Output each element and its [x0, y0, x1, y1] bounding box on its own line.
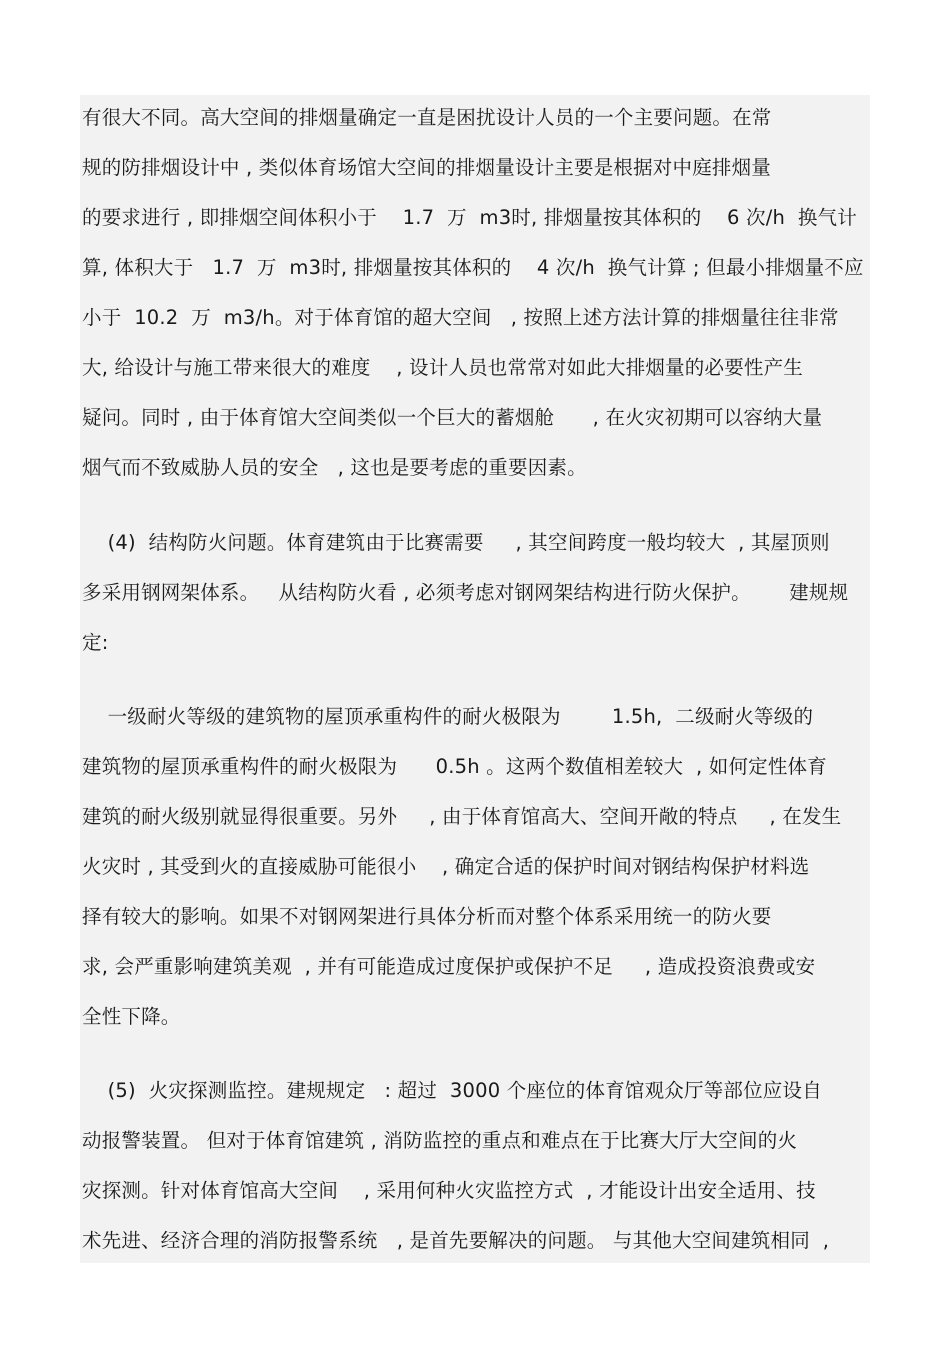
text-line: 求, 会严重影响建筑美观 , 并有可能造成过度保护或保护不足 , 造成投资浪费或安 — [82, 955, 816, 978]
text-line: (5) 火灾探测监控。建规规定 : 超过 3000 个座位的体育馆观众厅等部位应设自 — [82, 1079, 822, 1102]
text-line: 小于 10.2 万 m3/h。对于体育馆的超大空间 , 按照上述方法计算的排烟量往往非常 — [82, 306, 839, 329]
text-line: 有很大不同。高大空间的排烟量确定一直是困扰设计人员的一个主要问题。在常 — [82, 106, 772, 129]
text-line: 火灾时 , 其受到火的直接威胁可能很小 , 确定合适的保护时间对钢结构保护材料选 — [82, 855, 810, 878]
text-line: 疑问。同时 , 由于体育馆大空间类似一个巨大的蓄烟舱 , 在火灾初期可以容纳大量 — [82, 406, 823, 429]
text-line: 算, 体积大于 1.7 万 m3时, 排烟量按其体积的 4 次/h 换气计算 ; 但最小排烟量不应 — [82, 256, 864, 279]
text-line: 灾探测。针对体育馆高大空间 , 采用何种火灾监控方式 , 才能设计出安全适用、技 — [82, 1179, 816, 1202]
text-line: 术先进、经济合理的消防报警系统 , 是首先要解决的问题。 与其他大空间建筑相同 , — [82, 1229, 830, 1252]
text-line: 大, 给设计与施工带来很大的难度 , 设计人员也常常对如此大排烟量的必要性产生 — [82, 356, 803, 379]
text-line: 一级耐火等级的建筑物的屋顶承重构件的耐火极限为 1.5h, 二级耐火等级的 — [82, 705, 814, 728]
text-line: 建筑物的屋顶承重构件的耐火极限为 0.5h 。这两个数值相差较大 , 如何定性体育 — [82, 755, 827, 778]
text-line: 多采用钢网架体系。 从结构防火看 , 必须考虑对钢网架结构进行防火保护。 建规规 — [82, 581, 849, 604]
text-line: 规的防排烟设计中 , 类似体育场馆大空间的排烟量设计主要是根据对中庭排烟量 — [82, 156, 771, 179]
text-line: 择有较大的影响。如果不对钢网架进行具体分析而对整个体系采用统一的防火要 — [82, 905, 772, 928]
text-line: 全性下降。 — [82, 1005, 181, 1028]
text-line: 动报警装置。 但对于体育馆建筑 , 消防监控的重点和难点在于比赛大厅大空间的火 — [82, 1129, 798, 1152]
text-line: 的要求进行 , 即排烟空间体积小于 1.7 万 m3时, 排烟量按其体积的 6 次/h 换气计 — [82, 206, 857, 229]
text-line: 定: — [82, 631, 109, 654]
text-line: 烟气而不致威胁人员的安全 , 这也是要考虑的重要因素。 — [82, 456, 587, 479]
text-line: (4) 结构防火问题。体育建筑由于比赛需要 , 其空间跨度一般均较大 , 其屋顶则 — [82, 531, 830, 554]
text-line: 建筑的耐火级别就显得很重要。另外 , 由于体育馆高大、空间开敞的特点 , 在发生 — [82, 805, 842, 828]
